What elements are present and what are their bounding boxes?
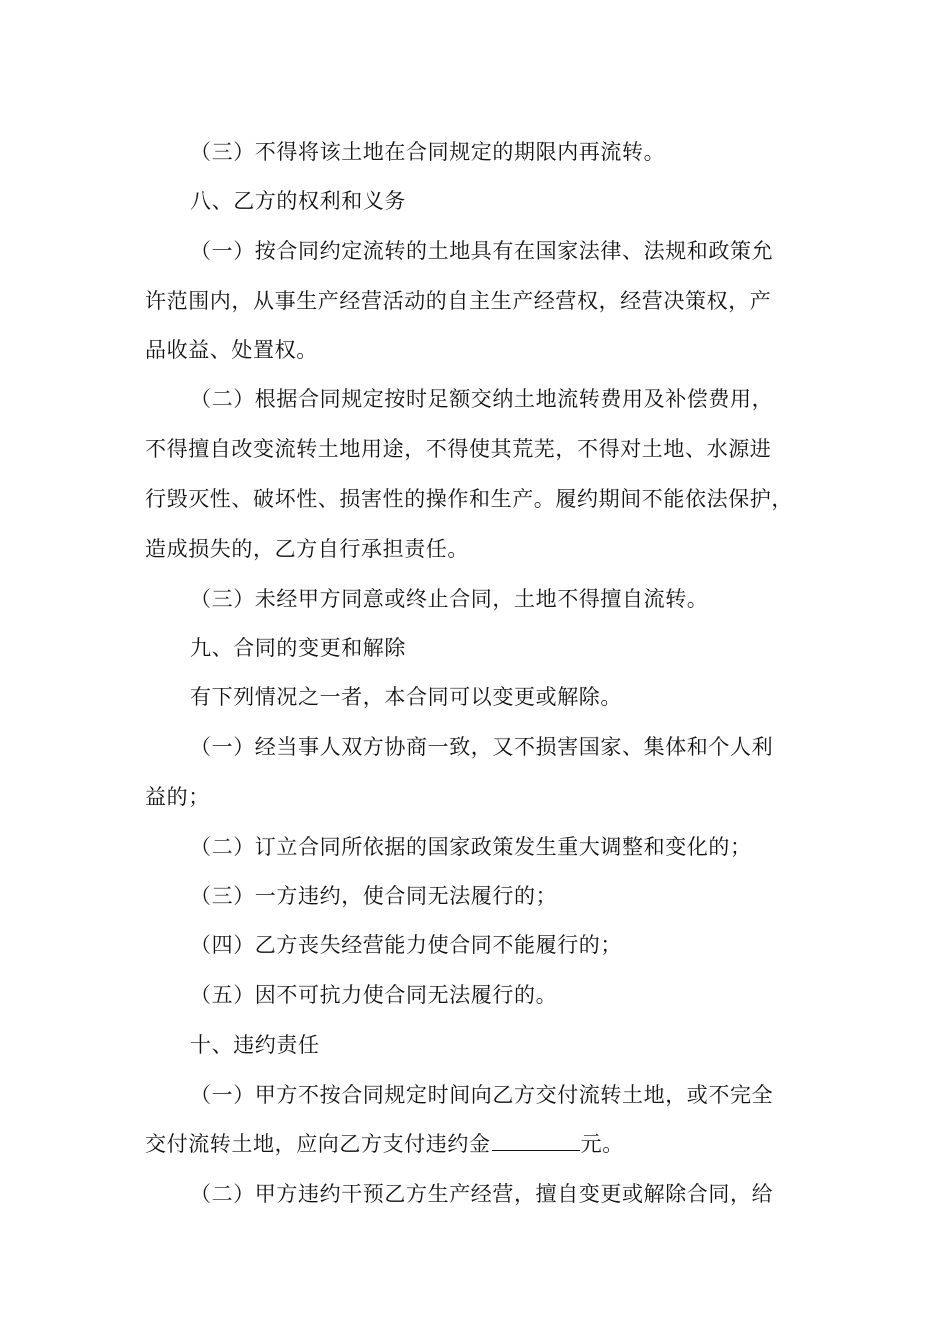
section-9-intro: 有下列情况之一者，本合同可以变更或解除。: [190, 685, 622, 709]
clause-10-1-line-2: [145, 1119, 624, 1169]
clause-9-3: （三）一方违约，使合同无法履行的；: [190, 884, 558, 908]
clause-10-1-text-after-blank: 元。: [580, 1132, 624, 1156]
section-9-heading: 九、合同的变更和解除: [190, 636, 406, 660]
penalty-amount-blank: [492, 1132, 580, 1151]
clause-8-1-line-1: （一）按合同约定流转的土地具有在国家法律、法规和政策允: [190, 239, 774, 263]
clause-8-1-line-3: 品收益、处置权。: [145, 338, 318, 362]
clause-10-1-text-before-blank: 交付流转土地，应向乙方支付违约金: [145, 1132, 491, 1156]
clause-9-5: （五）因不可抗力使合同无法履行的。: [190, 983, 558, 1007]
clause-8-2-line-4: 造成损失的，乙方自行承担责任。: [145, 537, 469, 561]
clause-8-2-line-2: 不得擅自改变流转土地用途，不得使其荒芜，不得对土地、水源进: [145, 437, 772, 461]
clause-8-1-line-2: 许范围内，从事生产经营活动的自主生产经营权，经营决策权，产: [145, 289, 772, 313]
clause-9-4: （四）乙方丧失经营能力使合同不能履行的；: [190, 933, 622, 957]
clause-9-1-line-1: （一）经当事人双方协商一致，又不损害国家、集体和个人利: [190, 735, 774, 759]
clause-8-2-line-1: （二）根据合同规定按时足额交纳土地流转费用及补偿费用，: [190, 387, 774, 411]
clause-7-3: （三）不得将该土地在合同规定的期限内再流转。: [190, 140, 666, 164]
clause-10-2-line-1: （二）甲方违约干预乙方生产经营，擅自变更或解除合同，给: [190, 1182, 774, 1206]
section-8-heading: 八、乙方的权利和义务: [190, 189, 406, 213]
clause-8-3: （三）未经甲方同意或终止合同，土地不得擅自流转。: [190, 587, 709, 611]
clause-8-2-line-3: 行毁灭性、破坏性、损害性的操作和生产。履约期间不能依法保护，: [145, 487, 793, 511]
clause-10-1-line-1: （一）甲方不按合同规定时间向乙方交付流转土地，或不完全: [190, 1083, 774, 1107]
section-10-heading: 十、违约责任: [190, 1033, 320, 1057]
clause-9-1-line-2: 益的；: [145, 785, 210, 809]
clause-9-2: （二）订立合同所依据的国家政策发生重大调整和变化的；: [190, 835, 752, 859]
